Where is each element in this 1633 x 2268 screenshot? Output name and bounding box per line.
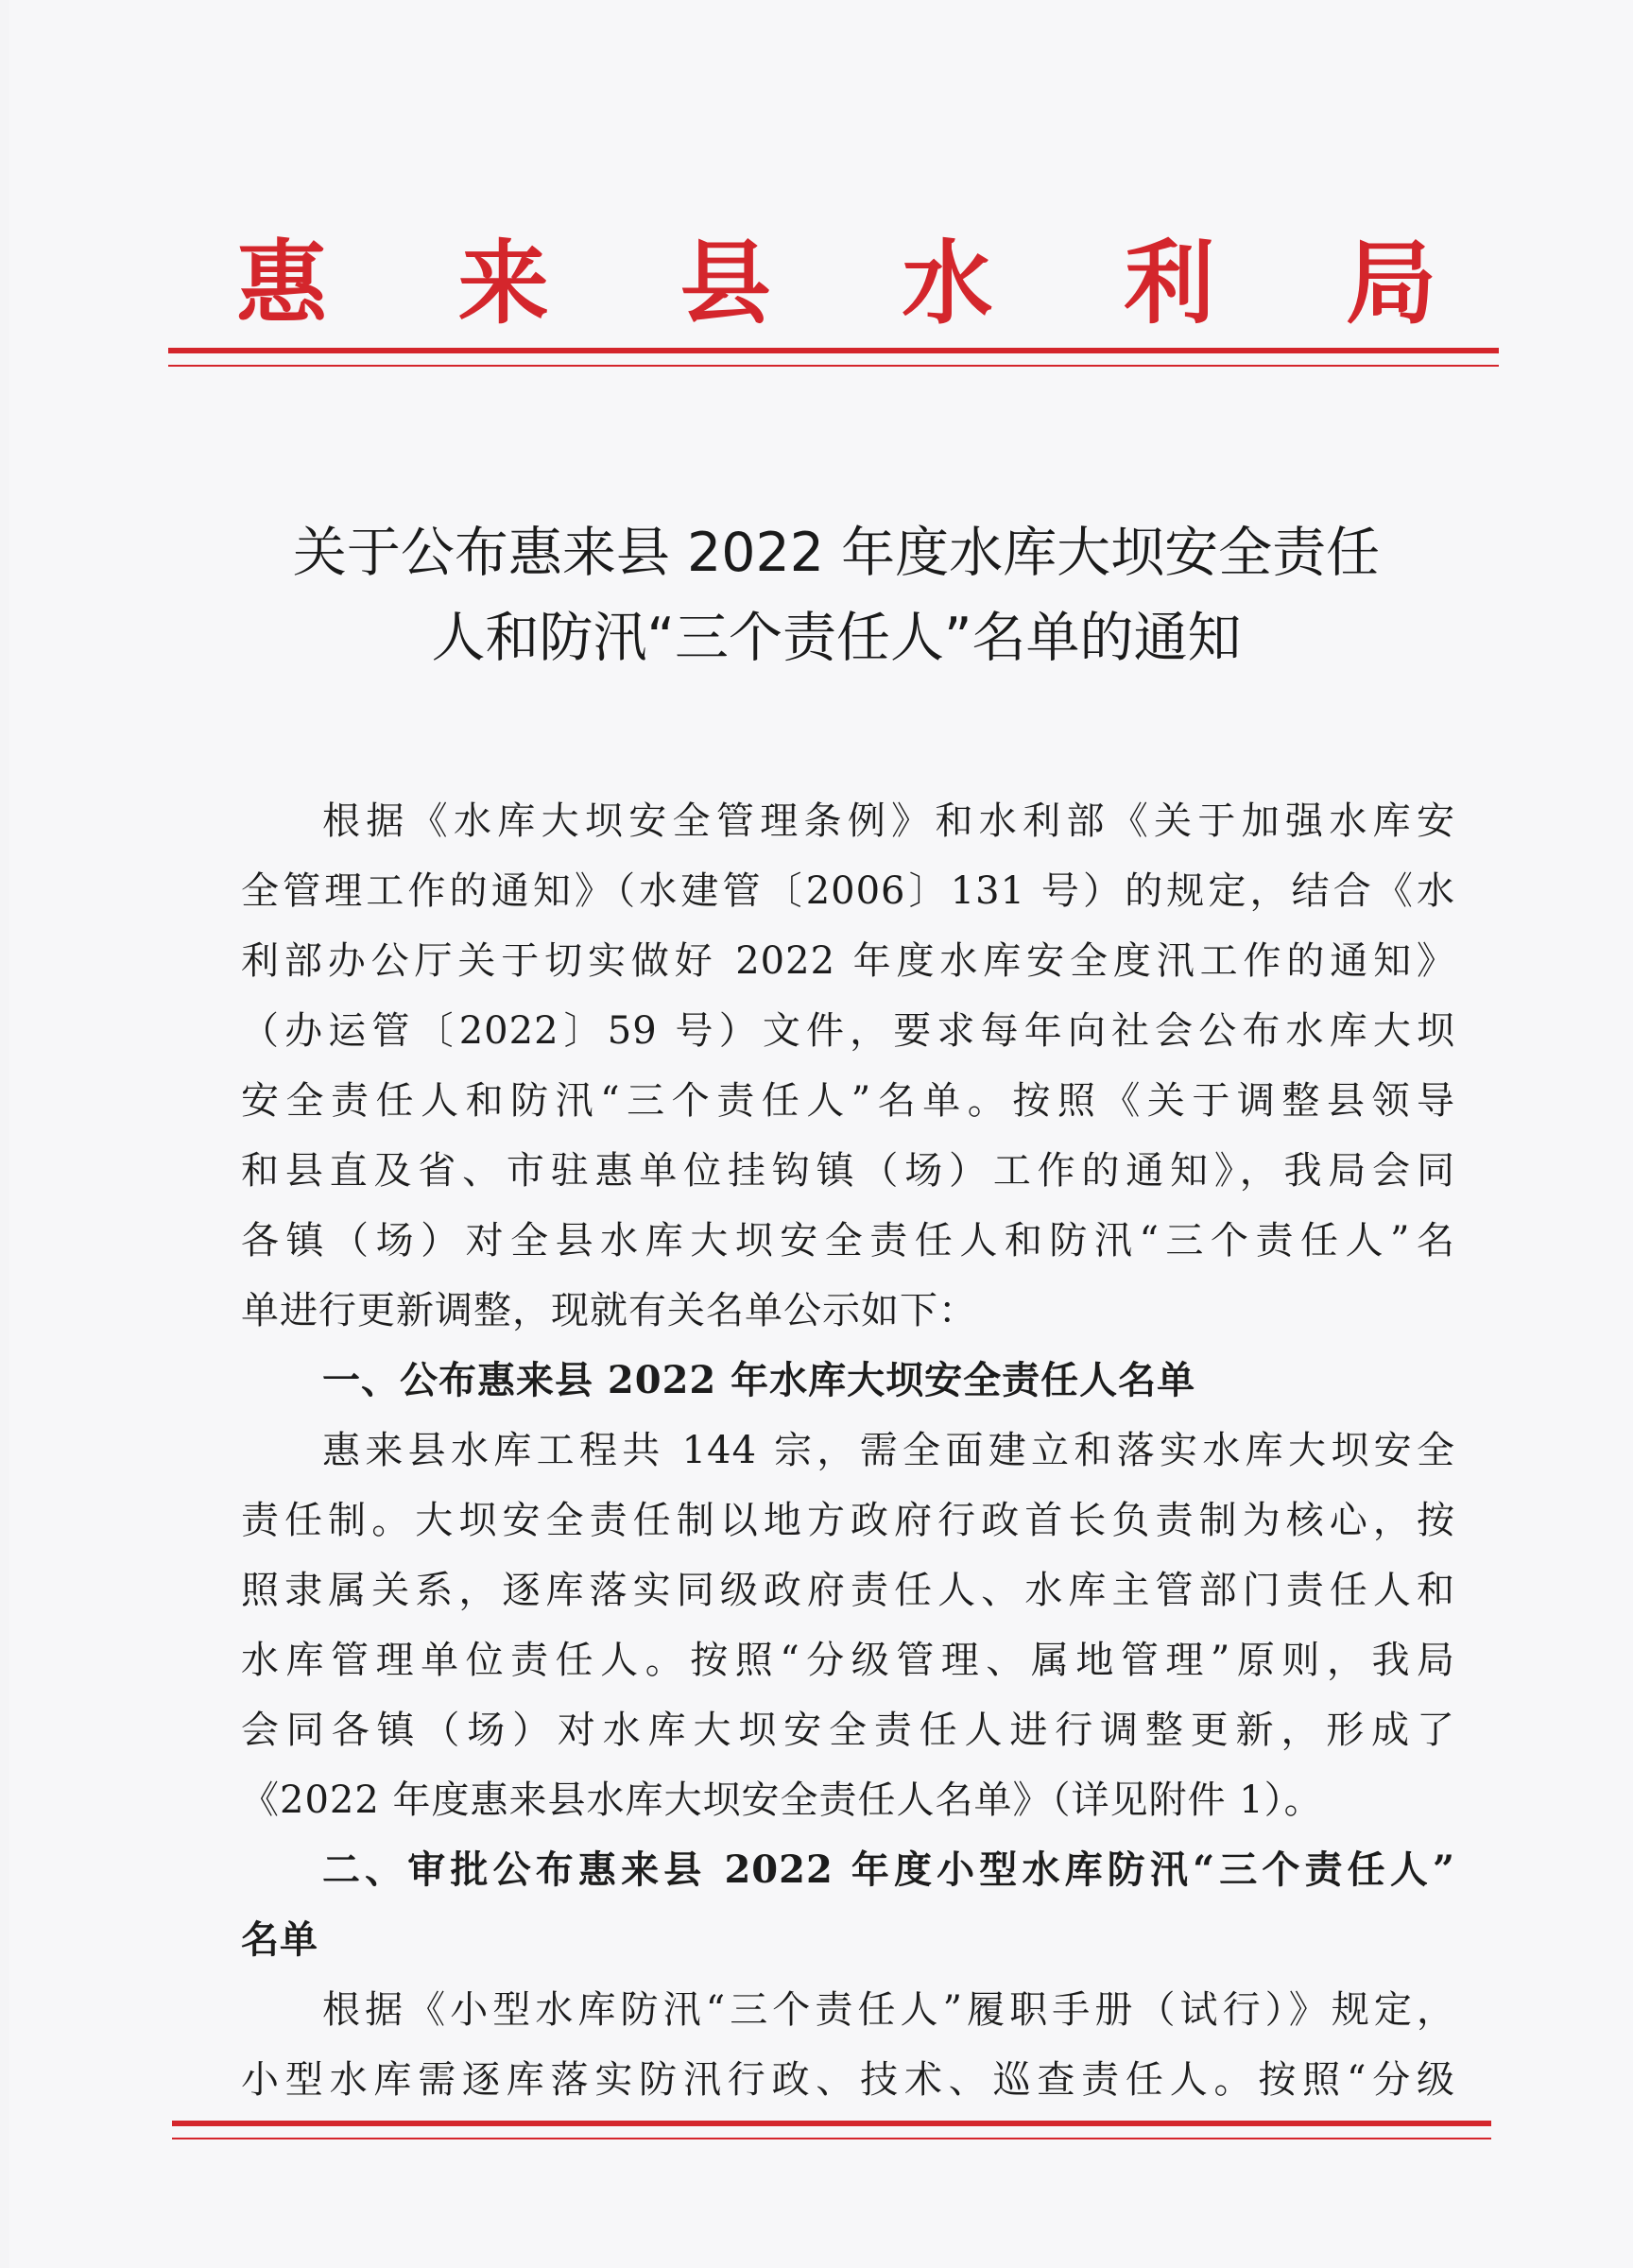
- section-heading-2: 二、审批公布惠来县 2022 年度小型水库防汛“三个责任人”: [322, 1847, 1455, 1892]
- footer-rule-thin: [172, 2138, 1491, 2139]
- letterhead-char: 惠: [236, 230, 327, 336]
- body-line: 照隶属关系，逐库落实同级政府责任人、水库主管部门责任人和: [241, 1569, 1455, 1612]
- body-line: 利部办公厅关于切实做好 2022 年度水库安全度汛工作的通知》: [241, 939, 1455, 983]
- letterhead-char: 县: [679, 230, 771, 336]
- letterhead-title: [236, 227, 1436, 340]
- body-line: 小型水库需逐库落实防汛行政、技术、巡查责任人。按照“分级: [241, 2058, 1455, 2102]
- letterhead-char: 利: [1124, 230, 1215, 336]
- body-line: 责任制。大坝安全责任制以地方政府行政首长负责制为核心，按: [241, 1499, 1455, 1542]
- body-line: 各镇（场）对全县水库大坝安全责任人和防汛“三个责任人”名: [241, 1219, 1455, 1263]
- document-title-line: 人和防汛“三个责任人”名单的通知: [431, 607, 1242, 669]
- letterhead-char: 来: [457, 230, 549, 336]
- document-title: [217, 510, 1455, 680]
- body-line: 水库管理单位责任人。按照“分级管理、属地管理”原则，我局: [241, 1639, 1455, 1682]
- document-body: [241, 786, 1455, 2115]
- body-line: 根据《小型水库防汛“三个责任人”履职手册（试行）》规定，: [322, 1988, 1455, 2032]
- letterhead-char: 局: [1345, 230, 1436, 336]
- body-line: 全管理工作的通知》（水建管〔2006〕131 号）的规定，结合《水: [241, 869, 1455, 913]
- body-line: 根据《水库大坝安全管理条例》和水利部《关于加强水库安: [322, 799, 1455, 843]
- body-line: 《2022 年度惠来县水库大坝安全责任人名单》（详见附件 1）。: [241, 1778, 1323, 1822]
- section-heading-2-cont: 名单: [241, 1917, 318, 1962]
- letterhead-rule-thin: [168, 365, 1499, 367]
- letterhead-char: 水: [902, 230, 993, 336]
- body-line: 单进行更新调整，现就有关名单公示如下：: [241, 1289, 977, 1332]
- body-line: 会同各镇（场）对水库大坝安全责任人进行调整更新，形成了: [241, 1709, 1455, 1752]
- footer-rule-thick: [172, 2121, 1491, 2126]
- body-line: 安全责任人和防汛“三个责任人”名单。按照《关于调整县领导: [241, 1079, 1455, 1123]
- document-paper: [9, 0, 1633, 2268]
- body-line: （办运管〔2022〕59 号）文件，要求每年向社会公布水库大坝: [241, 1009, 1455, 1053]
- letterhead-rule-thick: [168, 348, 1499, 353]
- section-heading-1: 一、公布惠来县 2022 年水库大坝安全责任人名单: [322, 1358, 1196, 1402]
- body-line: 惠来县水库工程共 144 宗，需全面建立和落实水库大坝安全: [322, 1429, 1455, 1472]
- body-line: 和县直及省、市驻惠单位挂钩镇（场）工作的通知》，我局会同: [241, 1149, 1455, 1193]
- document-title-line: 关于公布惠来县 2022 年度水库大坝安全责任: [292, 522, 1381, 584]
